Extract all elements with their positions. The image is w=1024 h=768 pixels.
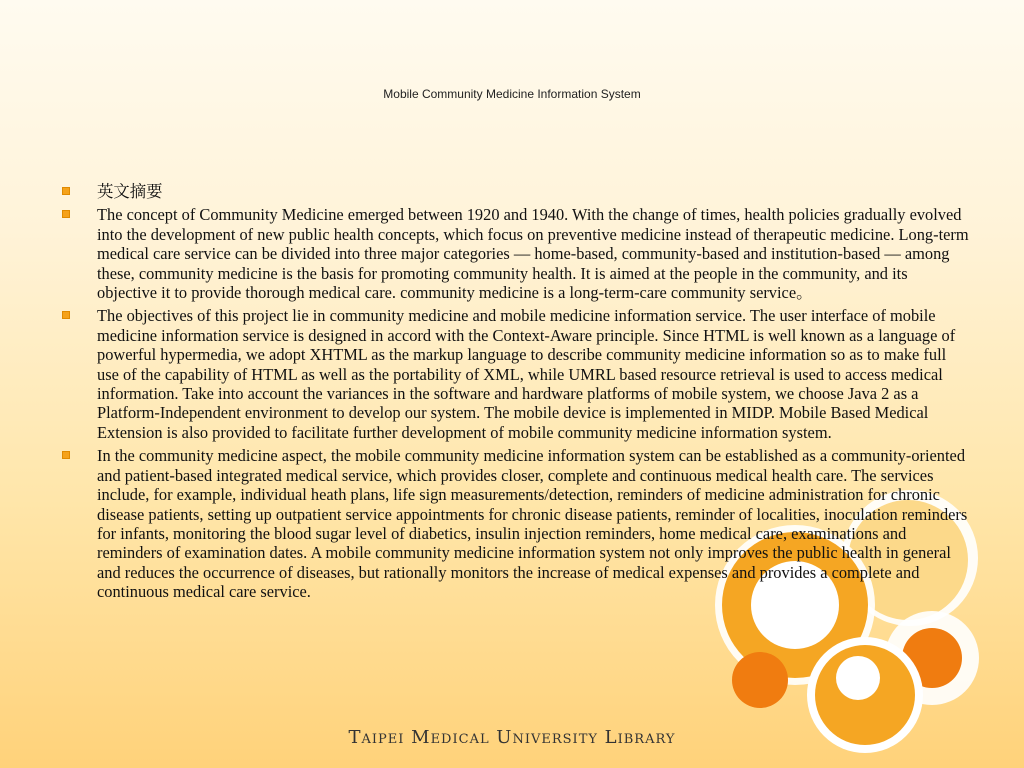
- bullet-item: [62, 306, 970, 442]
- bullet-marker-icon: [62, 451, 70, 459]
- bullet-text: 英文摘要: [97, 182, 163, 201]
- bullet-item: [62, 446, 970, 601]
- bullet-text: The concept of Community Medicine emerged between 1920 and 1940. With the change of times, health policies gradually evolved into the development of new public health concepts, which focus on preventive medicine instead of therapeutic medicine. Long-term medical care service can be divided into three major categories — home-based, community-based and institution-based — among these, community medicine is the basis for promoting community health. It is aimed at the people in the community, and its objective it to provide thorough medical care. community medicine is a long-term-care community service。: [97, 205, 969, 303]
- bullet-marker-icon: [62, 187, 70, 195]
- footer-library-name: Taipei Medical University Library: [348, 727, 676, 748]
- bullet-list: [62, 182, 970, 606]
- decor-circle: [836, 656, 880, 700]
- bullet-item: [62, 182, 970, 201]
- bullet-item: [62, 205, 970, 302]
- slide-title: Mobile Community Medicine Information System: [383, 87, 641, 101]
- bullet-marker-icon: [62, 311, 70, 319]
- bullet-text: In the community medicine aspect, the mobile community medicine information system can be established as a community-oriented and patient-based integrated medical service, which provides closer, complete and continuous medical health care. The services include, for example, individual heath plans, life sign measurements/detection, reminders of medicine administration for chronic disease patients, setting up outpatient service appointments for chronic disease patients, reminder of localities, inoculation reminders for infants, monitoring the blood sugar level of diabetics, insulin injection reminders, home medical care, examinations and reminders of examination dates. A mobile community medicine information system not only improves the public health in general and reduces the occurrence of diseases, but rationally monitors the increase of medical expenses and provides a complete and continuous medical care service.: [97, 446, 968, 602]
- decor-circle: [732, 652, 788, 708]
- bullet-text: The objectives of this project lie in community medicine and mobile medicine information service. The user interface of mobile medicine information service is designed in accord with the Context-Aware principle. Since HTML is well known as a language of powerful hypermedia, we adopt XHTML as the markup language to describe community medicine information so as to make full use of the capability of HTML as well as the portability of XML, while UMRL based resource retrieval is used to access medical information. Take into account the variances in the software and hardware platforms of mobile system, we choose Java 2 as a Platform-Independent environment to develop our system. The mobile device is implemented in MIDP. Mobile Based Medical Extension is also provided to facilitate further development of mobile community medicine information system.: [97, 306, 956, 442]
- bullet-marker-icon: [62, 210, 70, 218]
